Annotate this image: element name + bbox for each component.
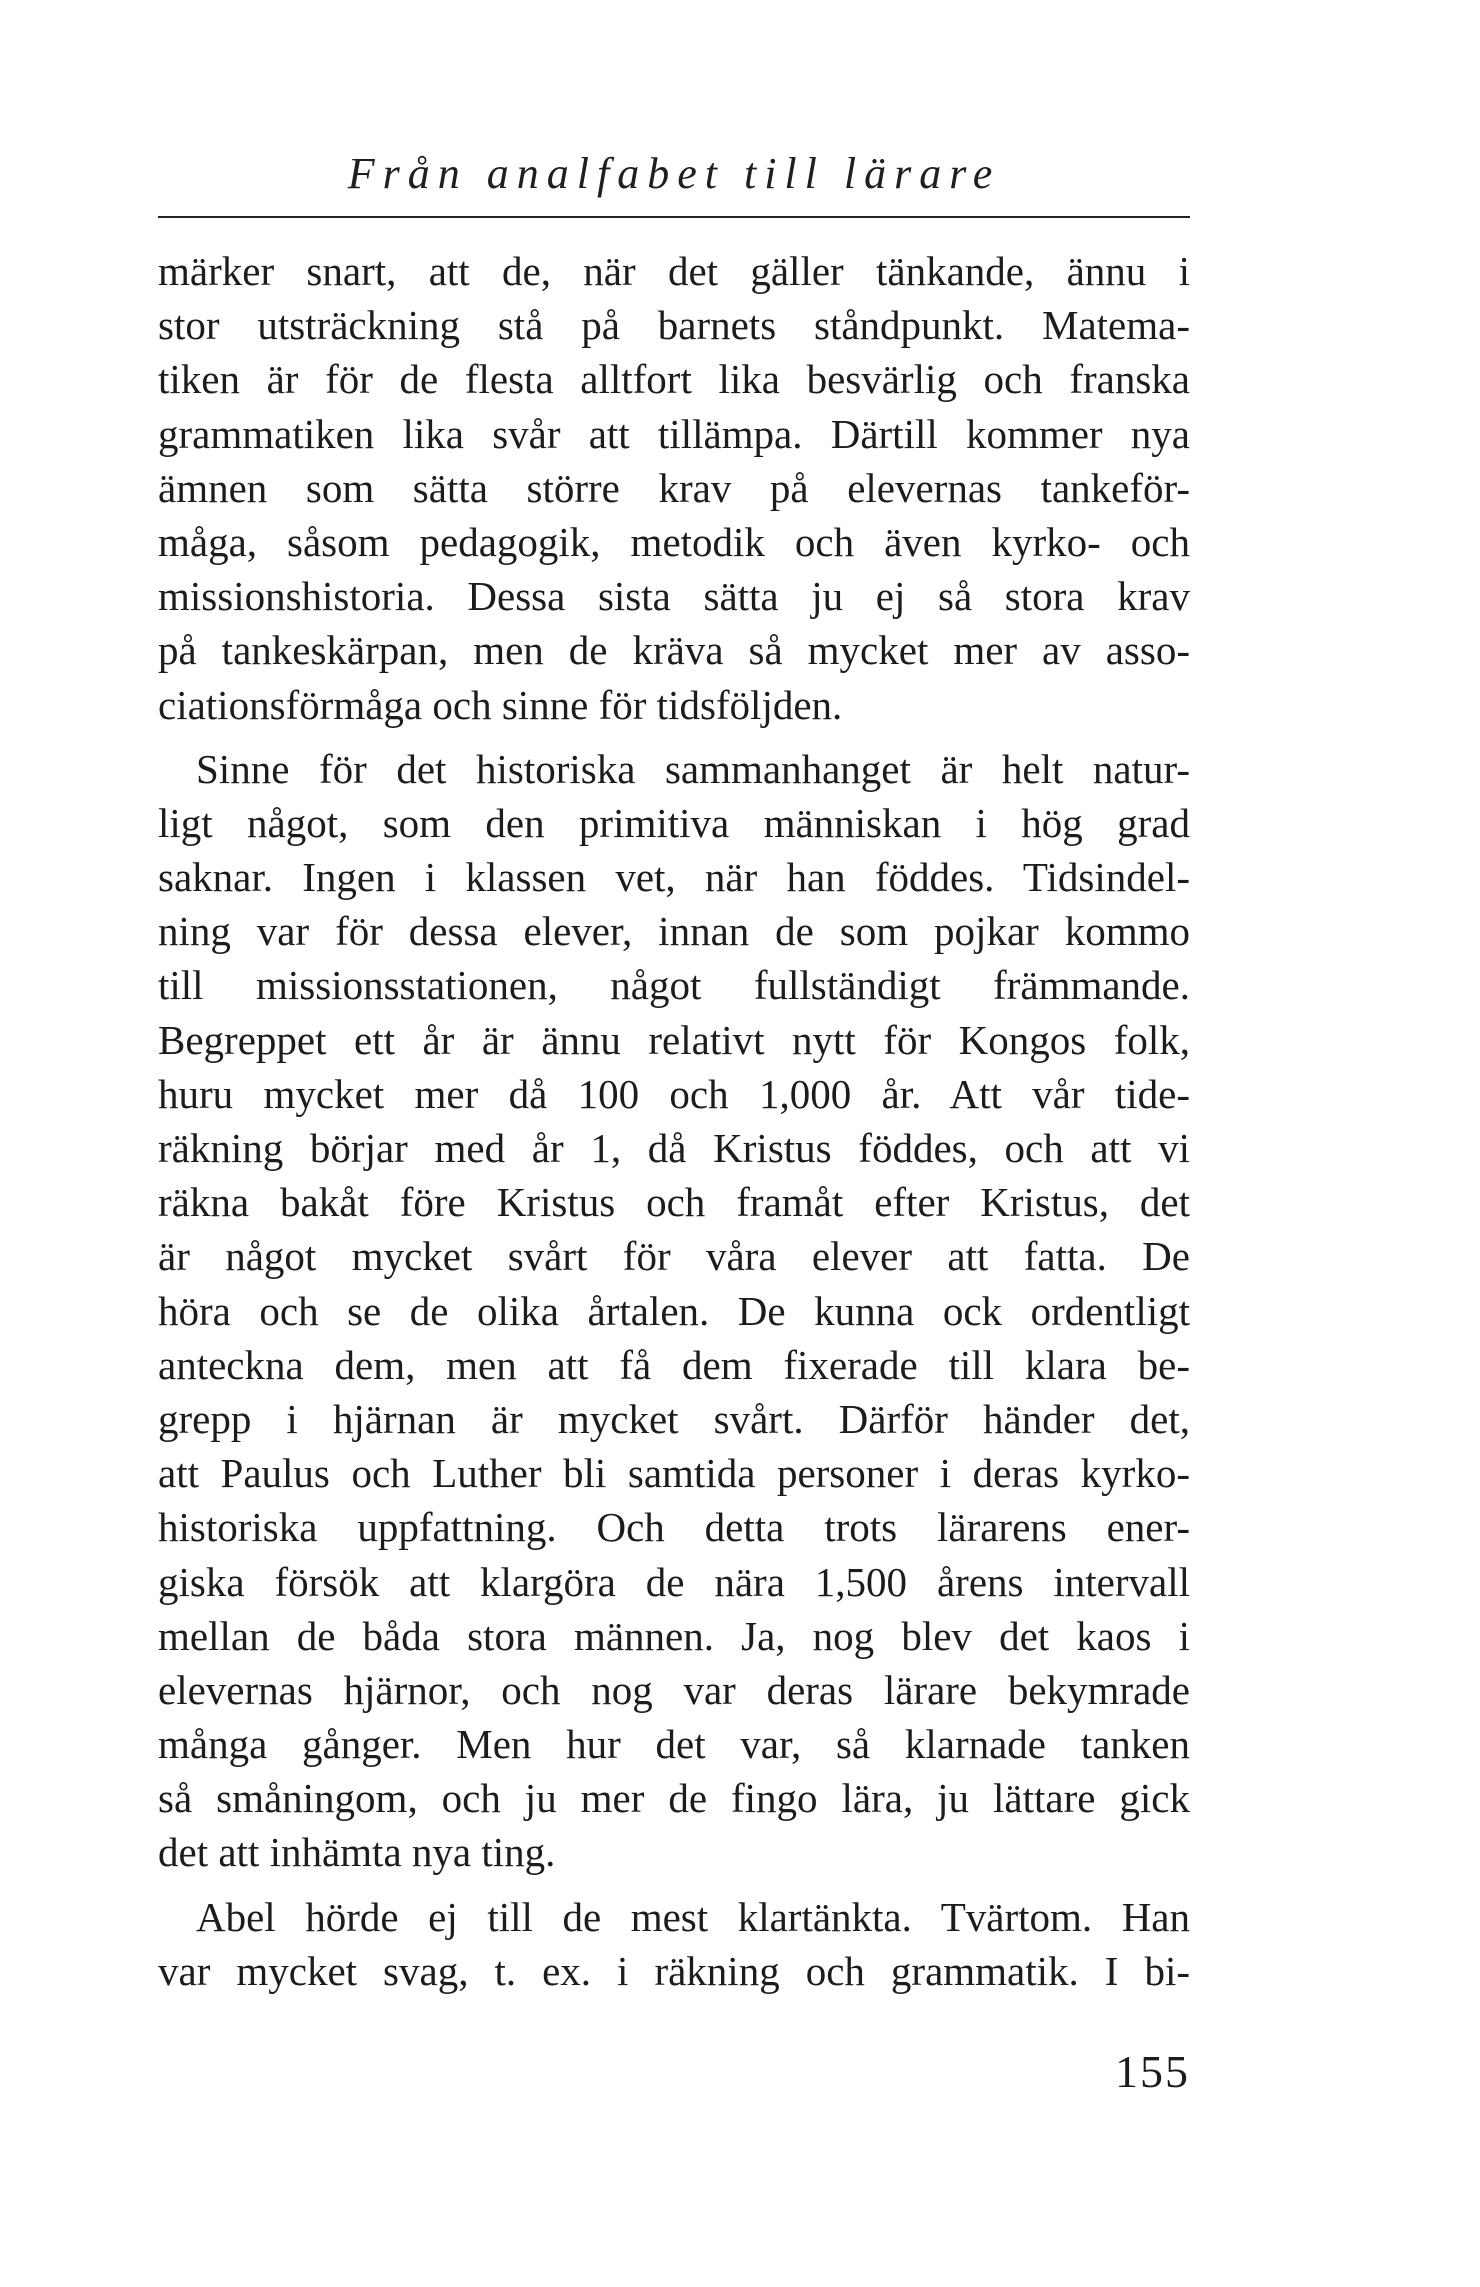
page-number: 155 (1115, 2046, 1190, 2097)
text-line: stor utsträckning stå på barnets ståndpunkt. Matema- (158, 302, 1190, 349)
text-line: anteckna dem, men att få dem fixerade till klara be- (158, 1341, 1190, 1388)
body-text (158, 244, 1190, 1998)
text-line: ciationsförmåga och sinne för tidsföljden. (158, 681, 843, 728)
header-rule (158, 216, 1190, 218)
text-line: måga, såsom pedagogik, metodik och även kyrko- och (158, 518, 1190, 565)
text-line: ning var för dessa elever, innan de som pojkar kommo (158, 908, 1190, 955)
text-line: saknar. Ingen i klassen vet, när han föddes. Tidsindel- (158, 854, 1190, 901)
text-line: Abel hörde ej till de mest klartänkta. Tvärtom. Han (196, 1893, 1190, 1940)
text-line: ligt något, som den primitiva människan i hög grad (158, 799, 1190, 846)
text-line: märker snart, att de, när det gäller tänkande, ännu i (158, 248, 1190, 294)
running-head: Från analfabet till lärare (347, 149, 1001, 198)
text-line: så småningom, och ju mer de fingo lära, ju lättare gick (158, 1775, 1190, 1822)
text-line: grammatiken lika svår att tillämpa. Därtill kommer nya (158, 410, 1190, 457)
text-line: till missionsstationen, något fullständigt främmande. (158, 962, 1190, 1009)
text-line: det att inhämta nya ting. (158, 1829, 556, 1876)
text-line: höra och se de olika årtalen. De kunna ock ordentligt (158, 1287, 1190, 1334)
text-line: räkning börjar med år 1, då Kristus föddes, och att vi (158, 1125, 1190, 1171)
text-line: att Paulus och Luther bli samtida personer i deras kyrko- (158, 1450, 1190, 1497)
text-line: historiska uppfattning. Och detta trots lärarens ener- (158, 1504, 1190, 1551)
text-line: många gånger. Men hur det var, så klarnade tanken (158, 1721, 1190, 1768)
text-line: giska försök att klargöra de nära 1,500 årens intervall (158, 1558, 1190, 1605)
text-line: var mycket svag, t. ex. i räkning och grammatik. I bi- (158, 1947, 1190, 1994)
paragraph-gap (158, 1880, 1190, 1890)
text-line: huru mycket mer då 100 och 1,000 år. Att vår tide- (158, 1070, 1190, 1117)
text-line: tiken är för de flesta alltfort lika besvärlig och franska (158, 356, 1190, 403)
text-line: Sinne för det historiska sammanhanget är helt natur- (196, 745, 1190, 792)
text-line: missionshistoria. Dessa sista sätta ju ej så stora krav (158, 573, 1190, 620)
text-line: Begreppet ett år är ännu relativt nytt för Kongos folk, (158, 1016, 1190, 1063)
text-line: räkna bakåt före Kristus och framåt efter Kristus, det (158, 1179, 1190, 1226)
text-line: på tankeskärpan, men de kräva så mycket mer av asso- (158, 627, 1190, 674)
text-line: är något mycket svårt för våra elever att fatta. De (158, 1233, 1190, 1280)
text-line: grepp i hjärnan är mycket svårt. Därför händer det, (158, 1395, 1190, 1442)
text-line: ämnen som sätta större krav på elevernas tankeför- (158, 464, 1190, 511)
paragraph-gap (158, 732, 1190, 742)
text-line: elevernas hjärnor, och nog var deras lärare bekymrade (158, 1666, 1190, 1713)
text-line: mellan de båda stora männen. Ja, nog blev det kaos i (158, 1612, 1190, 1659)
